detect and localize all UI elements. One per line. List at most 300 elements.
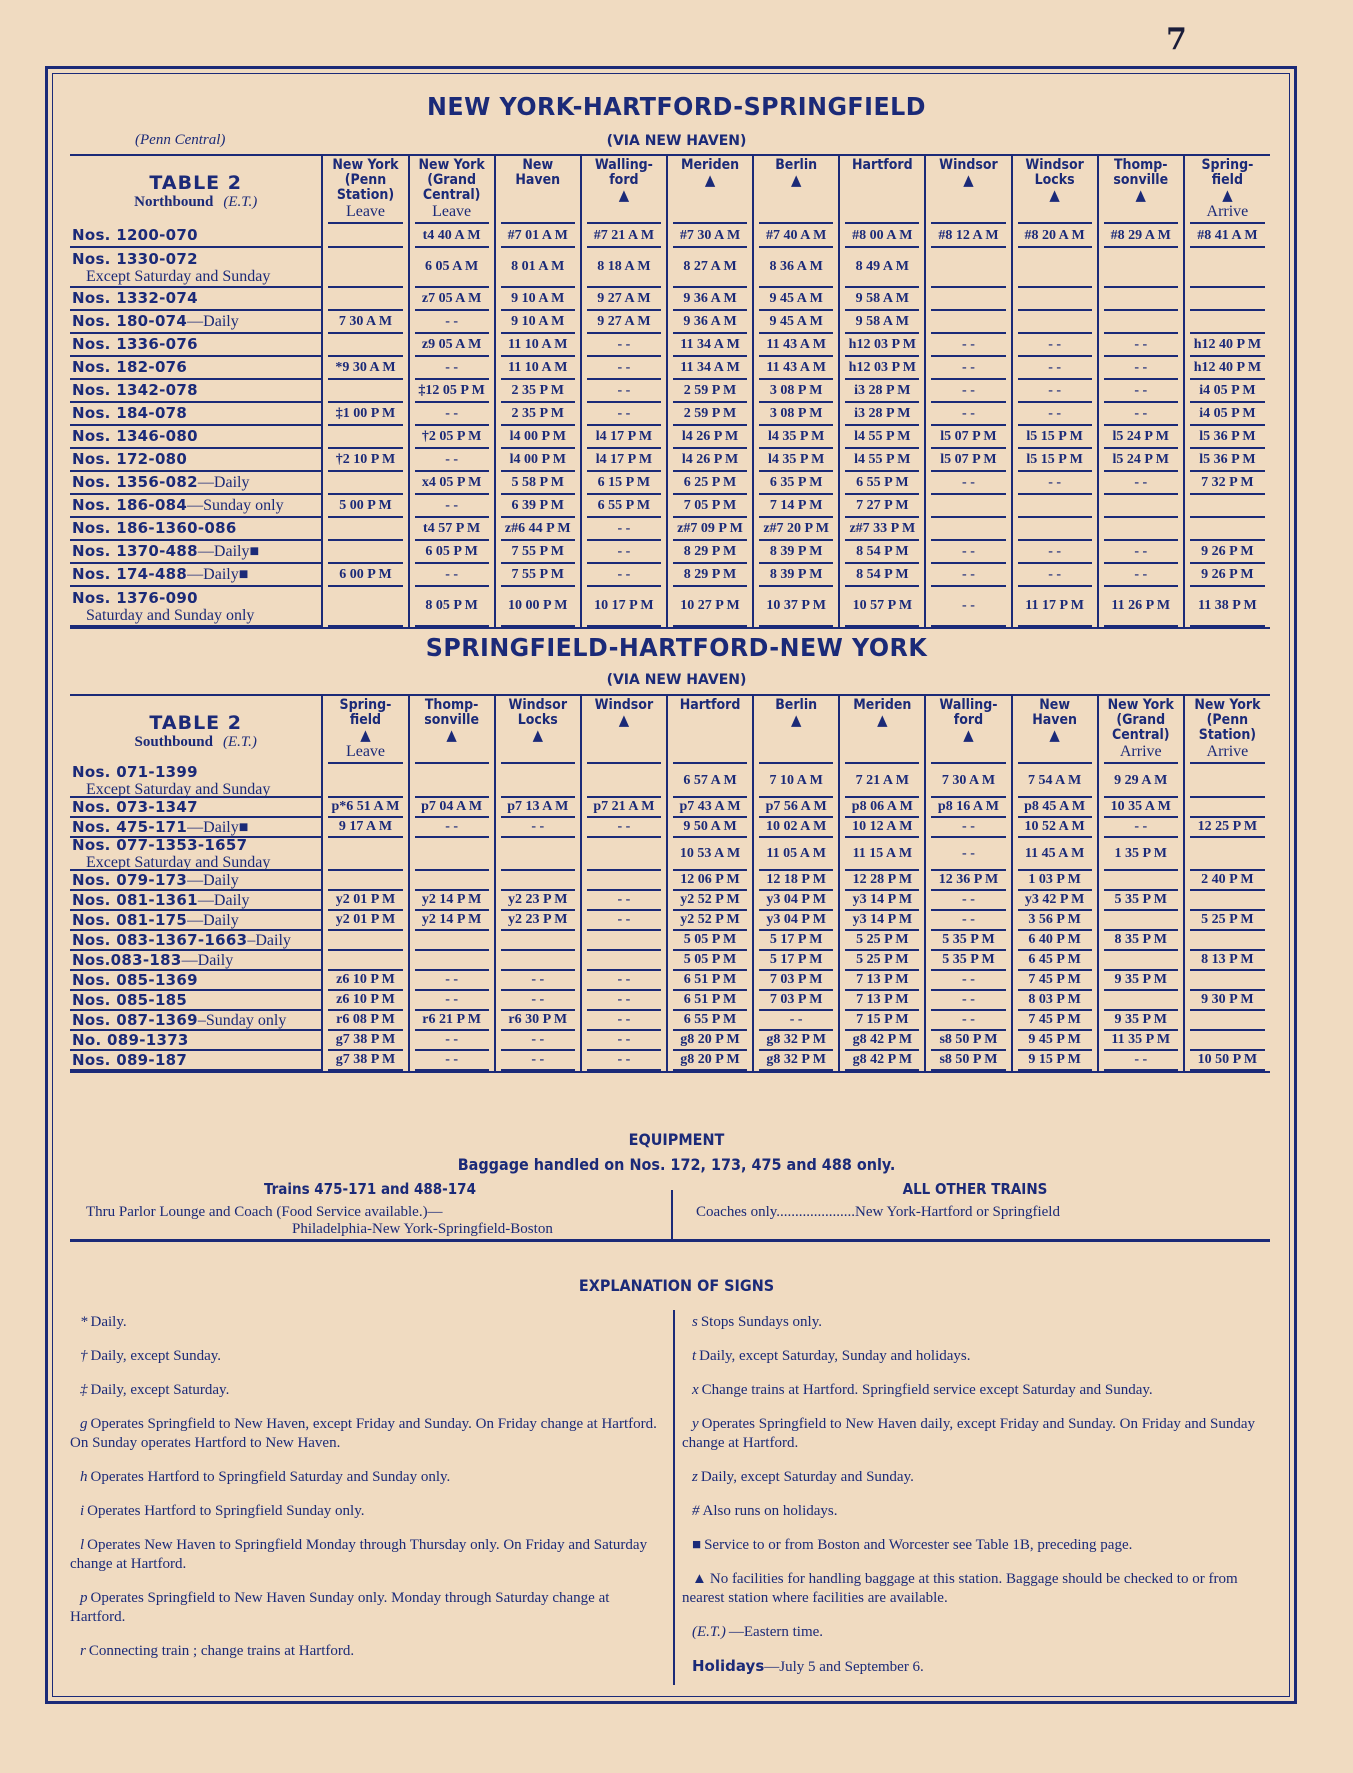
- time-value: 5 35 P M: [1104, 891, 1178, 911]
- time-cell: [1184, 403, 1270, 426]
- station-header-box: [931, 698, 1005, 764]
- train-days: Except Saturday and Sunday: [86, 781, 271, 798]
- time-value: 11 43 A M: [759, 357, 833, 380]
- time-cell: [1098, 225, 1184, 248]
- time-value: [328, 541, 402, 564]
- time-value: 7 55 P M: [501, 564, 575, 587]
- time-cell: [925, 541, 1011, 564]
- time-cell: [1184, 765, 1270, 798]
- time-value: ‡1 00 P M: [328, 403, 402, 426]
- time-cell: [1184, 798, 1270, 818]
- train-label: [70, 1051, 321, 1071]
- time-value: [415, 838, 489, 871]
- time-cell: [495, 951, 581, 971]
- train-label-cell: [70, 1031, 322, 1051]
- train-label-cell: [70, 225, 322, 248]
- time-value: 10 12 A M: [845, 818, 919, 838]
- time-cell: [667, 449, 753, 472]
- time-cell: [925, 472, 1011, 495]
- time-value: - -: [759, 1011, 833, 1031]
- time-cell: [581, 1031, 667, 1051]
- time-value: [328, 871, 402, 891]
- time-cell: [839, 380, 925, 403]
- table-row: [70, 311, 1270, 334]
- time-cell: [495, 248, 581, 288]
- time-cell: [495, 426, 581, 449]
- time-cell: [1012, 495, 1098, 518]
- time-value: - -: [415, 403, 489, 426]
- legend-item: [682, 1468, 1272, 1487]
- time-value: [587, 931, 661, 951]
- no-baggage-triangle-icon: ▲: [704, 171, 716, 189]
- train-number: Nos. 1376-090: [72, 588, 198, 607]
- train-number: Nos. 180-074: [72, 312, 188, 330]
- time-value: [1104, 495, 1178, 518]
- time-value: #7 01 A M: [501, 225, 575, 248]
- train-label: [70, 1011, 321, 1031]
- time-value: g8 32 P M: [759, 1051, 833, 1071]
- train-note: —Daily: [187, 911, 239, 929]
- time-cell: [839, 891, 925, 911]
- time-cell: [753, 334, 839, 357]
- time-cell: [581, 495, 667, 518]
- time-value: 2 59 P M: [673, 403, 747, 426]
- station-header-box: [1104, 698, 1178, 764]
- page-number: 7: [1166, 22, 1187, 57]
- train-label: [70, 518, 321, 541]
- legend-right: [682, 1313, 1272, 1692]
- time-cell: [753, 541, 839, 564]
- time-cell: [409, 311, 495, 334]
- time-value: 5 35 P M: [931, 951, 1005, 971]
- time-value: l4 55 P M: [845, 426, 919, 449]
- train-number-line: [72, 763, 321, 782]
- time-cell: [753, 911, 839, 931]
- legend-text: Stops Sundays only.: [700, 1314, 822, 1330]
- time-value: - -: [931, 541, 1005, 564]
- table-row: [70, 931, 1270, 951]
- northbound-title: NEW YORK-HARTFORD-SPRINGFIELD: [427, 92, 926, 121]
- time-cell: [1184, 380, 1270, 403]
- time-cell: [667, 495, 753, 518]
- time-cell: [1098, 472, 1184, 495]
- time-value: y3 04 P M: [759, 891, 833, 911]
- station-name: Spring- field: [339, 697, 392, 728]
- time-cell: [322, 1051, 408, 1072]
- time-cell: [1012, 838, 1098, 871]
- time-cell: [581, 472, 667, 495]
- time-cell: [581, 951, 667, 971]
- time-value: l5 36 P M: [1190, 449, 1265, 472]
- table-row: [70, 225, 1270, 248]
- table-row: [70, 449, 1270, 472]
- time-cell: [322, 911, 408, 931]
- legend-text: Daily, except Saturday, Sunday and holidays.: [699, 1348, 971, 1364]
- time-value: 1 03 P M: [1018, 871, 1092, 891]
- time-cell: [409, 1051, 495, 1072]
- time-value: 11 17 P M: [1018, 587, 1092, 627]
- time-value: *9 30 A M: [328, 357, 402, 380]
- station-name: Hartford: [679, 697, 741, 713]
- station-header-box: [415, 158, 489, 224]
- time-value: - -: [1018, 357, 1092, 380]
- table-row: [70, 357, 1270, 380]
- train-label-cell: [70, 311, 322, 334]
- table-label-cell: [70, 155, 322, 225]
- table-row: [70, 564, 1270, 587]
- time-cell: [322, 248, 408, 288]
- time-cell: [1098, 1051, 1184, 1072]
- time-cell: [409, 380, 495, 403]
- table-row: [70, 911, 1270, 931]
- train-number: Nos.083-183: [72, 950, 182, 969]
- train-number: Nos. 1370-488: [72, 542, 198, 560]
- time-value: 1 35 P M: [1104, 838, 1178, 871]
- time-cell: [495, 225, 581, 248]
- time-value: - -: [587, 818, 661, 838]
- equipment-right: [680, 1180, 1270, 1221]
- legend-item: [682, 1623, 1272, 1642]
- time-value: 9 58 A M: [845, 311, 919, 334]
- time-cell: [495, 991, 581, 1011]
- time-value: 7 13 P M: [845, 971, 919, 991]
- time-cell: [1184, 248, 1270, 288]
- time-cell: [667, 991, 753, 1011]
- train-number-line: [72, 991, 321, 1010]
- train-note: –Sunday only: [197, 1011, 287, 1029]
- time-value: 5 35 P M: [931, 931, 1005, 951]
- legend-sign: h: [80, 1469, 88, 1485]
- time-value: 6 15 P M: [587, 472, 661, 495]
- station-header-box: [673, 158, 747, 224]
- time-value: y2 14 P M: [415, 911, 489, 931]
- station-name: New York (Grand Central): [418, 157, 485, 203]
- no-baggage-triangle-icon: ▲: [790, 171, 802, 189]
- time-value: 11 10 A M: [501, 357, 575, 380]
- time-value: 8 49 A M: [845, 248, 919, 288]
- time-cell: [753, 971, 839, 991]
- train-label-cell: [70, 380, 322, 403]
- time-value: z#7 20 P M: [759, 518, 833, 541]
- time-cell: [581, 587, 667, 628]
- time-value: 9 27 A M: [587, 311, 661, 334]
- time-cell: [409, 334, 495, 357]
- train-note: —Daily■: [187, 818, 249, 836]
- time-cell: [495, 288, 581, 311]
- time-cell: [322, 891, 408, 911]
- station-header: [667, 695, 753, 765]
- time-value: 9 45 A M: [759, 288, 833, 311]
- train-number: Nos. 085-1369: [72, 970, 198, 989]
- legend-text: Operates Springfield to New Haven, except Friday and Sunday. On Friday change at Hartford. On Sunday operates Hartford to New Haven.: [70, 1416, 657, 1451]
- train-note: —Daily■: [187, 566, 249, 583]
- time-cell: [581, 765, 667, 798]
- train-number: Nos. 186-1360-086: [72, 519, 237, 537]
- time-value: 3 56 P M: [1018, 911, 1092, 931]
- train-label: [70, 495, 321, 518]
- time-cell: [322, 991, 408, 1011]
- station-header-box: [673, 698, 747, 764]
- time-value: - -: [415, 449, 489, 472]
- time-value: l4 17 P M: [587, 449, 661, 472]
- time-value: - -: [931, 1011, 1005, 1031]
- train-number: Nos. 1330-072: [72, 249, 198, 268]
- time-value: h12 40 P M: [1190, 334, 1265, 357]
- train-label-cell: [70, 818, 322, 838]
- time-value: - -: [415, 311, 489, 334]
- time-value: 11 34 A M: [673, 357, 747, 380]
- train-label-cell: [70, 426, 322, 449]
- time-value: t4 40 A M: [415, 225, 489, 248]
- time-value: 8 39 P M: [759, 541, 833, 564]
- time-value: 8 54 P M: [845, 564, 919, 587]
- time-cell: [753, 449, 839, 472]
- time-value: [587, 838, 661, 871]
- direction-label: Northbound: [134, 194, 214, 210]
- station-name: Windsor Locks: [508, 697, 568, 728]
- train-number: Nos. 475-171: [72, 817, 188, 836]
- train-number-line: [72, 427, 321, 446]
- legend-sign: #: [692, 1503, 700, 1519]
- station-name: New Haven: [1032, 697, 1077, 728]
- station-header-box: [587, 698, 661, 764]
- time-value: #8 20 A M: [1018, 225, 1092, 248]
- time-value: [501, 871, 575, 891]
- time-cell: [409, 403, 495, 426]
- time-cell: [667, 248, 753, 288]
- train-number: Nos. 1356-082: [72, 473, 198, 491]
- time-cell: [581, 911, 667, 931]
- time-cell: [1184, 311, 1270, 334]
- time-cell: [753, 891, 839, 911]
- train-label-cell: [70, 357, 322, 380]
- time-value: l5 24 P M: [1104, 449, 1178, 472]
- time-cell: [409, 1011, 495, 1031]
- legend-sign: ■: [692, 1537, 702, 1553]
- time-value: [1190, 495, 1265, 518]
- train-label-cell: [70, 991, 322, 1011]
- table-row: [70, 891, 1270, 911]
- table-row: [70, 380, 1270, 403]
- time-cell: [1098, 971, 1184, 991]
- time-value: - -: [587, 357, 661, 380]
- time-cell: [322, 838, 408, 871]
- time-value: [328, 472, 402, 495]
- time-cell: [409, 765, 495, 798]
- time-cell: [925, 225, 1011, 248]
- time-cell: [925, 798, 1011, 818]
- time-value: 7 45 P M: [1018, 1011, 1092, 1031]
- time-value: i3 28 P M: [845, 380, 919, 403]
- time-cell: [581, 818, 667, 838]
- time-value: 8 36 A M: [759, 248, 833, 288]
- train-number-line: [72, 1051, 321, 1070]
- time-value: 11 34 A M: [673, 334, 747, 357]
- time-value: l4 00 P M: [501, 449, 575, 472]
- time-value: [1104, 248, 1178, 288]
- time-value: [1104, 871, 1178, 891]
- time-value: p7 04 A M: [415, 798, 489, 818]
- legend-sign: (E.T.): [692, 1624, 726, 1640]
- time-value: [328, 931, 402, 951]
- time-cell: [322, 564, 408, 587]
- time-value: 10 53 A M: [673, 838, 747, 871]
- northbound-via: (VIA NEW HAVEN): [606, 133, 747, 149]
- time-cell: [495, 1031, 581, 1051]
- time-cell: [322, 288, 408, 311]
- time-value: - -: [415, 357, 489, 380]
- train-number: No. 089-1373: [72, 1030, 189, 1049]
- train-number-line: [72, 289, 321, 308]
- time-value: z#6 44 P M: [501, 518, 575, 541]
- time-cell: [1184, 1051, 1270, 1072]
- station-header: [925, 155, 1011, 225]
- time-value: - -: [931, 380, 1005, 403]
- time-cell: [925, 838, 1011, 871]
- time-value: - -: [931, 587, 1005, 627]
- time-value: [1190, 311, 1265, 334]
- train-number: Nos. 1200-070: [72, 226, 198, 244]
- legend-text: Daily, except Saturday.: [90, 1382, 230, 1398]
- train-label-cell: [70, 931, 322, 951]
- time-cell: [753, 248, 839, 288]
- legend-sign: z: [692, 1469, 698, 1485]
- station-name: New Haven: [515, 157, 561, 188]
- equipment-left-line1: Thru Parlor Lounge and Coach (Food Service available.)—: [86, 1204, 443, 1220]
- time-value: z#7 09 P M: [673, 518, 747, 541]
- time-value: g8 20 P M: [673, 1031, 747, 1051]
- station-header: [581, 695, 667, 765]
- legend-item: [70, 1502, 665, 1521]
- time-value: l5 24 P M: [1104, 426, 1178, 449]
- time-value: 7 30 A M: [328, 311, 402, 334]
- time-cell: [581, 288, 667, 311]
- time-value: 5 00 P M: [328, 495, 402, 518]
- time-cell: [925, 1031, 1011, 1051]
- time-value: 2 40 P M: [1190, 871, 1265, 891]
- train-label: [70, 288, 321, 311]
- station-header: [667, 155, 753, 225]
- time-value: 6 25 P M: [673, 472, 747, 495]
- time-cell: [322, 1011, 408, 1031]
- time-cell: [1098, 871, 1184, 891]
- time-cell: [495, 472, 581, 495]
- train-note: —Daily: [187, 313, 239, 330]
- train-number: Nos. 1342-078: [72, 381, 198, 399]
- time-value: - -: [1018, 380, 1092, 403]
- time-cell: [839, 541, 925, 564]
- time-cell: [1098, 838, 1184, 871]
- train-label: [70, 911, 321, 931]
- time-value: 9 58 A M: [845, 288, 919, 311]
- time-value: - -: [1018, 334, 1092, 357]
- time-value: 6 51 P M: [673, 991, 747, 1011]
- time-value: - -: [587, 1051, 661, 1071]
- train-label: [70, 798, 321, 818]
- time-value: 5 25 P M: [1190, 911, 1265, 931]
- legend-item: [682, 1347, 1272, 1366]
- time-value: - -: [587, 334, 661, 357]
- train-number-line: [72, 1011, 321, 1030]
- train-label-cell: [70, 951, 322, 971]
- train-number-line: [72, 565, 321, 584]
- time-value: 7 03 P M: [759, 991, 833, 1011]
- time-cell: [322, 871, 408, 891]
- time-cell: [667, 518, 753, 541]
- time-cell: [1098, 911, 1184, 931]
- time-value: 6 55 P M: [673, 1011, 747, 1031]
- time-value: 12 06 P M: [673, 871, 747, 891]
- table-row: [70, 518, 1270, 541]
- legend-item: [682, 1313, 1272, 1332]
- time-cell: [1012, 871, 1098, 891]
- time-value: [1018, 518, 1092, 541]
- time-cell: [1098, 357, 1184, 380]
- station-header: [1012, 695, 1098, 765]
- time-cell: [839, 403, 925, 426]
- time-value: - -: [931, 564, 1005, 587]
- time-value: - -: [587, 380, 661, 403]
- time-cell: [1012, 248, 1098, 288]
- equipment-right-line: Coaches only.....................New York-Hartford or Springfield: [696, 1204, 1060, 1220]
- train-label: [70, 891, 321, 911]
- station-header: [409, 155, 495, 225]
- train-number-line: [72, 519, 321, 538]
- station-header-box: [1190, 158, 1265, 224]
- station-name: New York (Grand Central): [1107, 697, 1174, 743]
- time-cell: [1184, 426, 1270, 449]
- time-cell: [925, 518, 1011, 541]
- time-cell: [925, 991, 1011, 1011]
- legend-sign: *: [80, 1314, 88, 1330]
- time-value: [328, 587, 402, 627]
- time-value: i4 05 P M: [1190, 403, 1265, 426]
- station-header: [495, 155, 581, 225]
- time-cell: [409, 931, 495, 951]
- time-value: 11 35 P M: [1104, 1031, 1178, 1051]
- time-value: [328, 951, 402, 971]
- train-number-line: [72, 871, 321, 890]
- station-header: [753, 155, 839, 225]
- time-cell: [667, 564, 753, 587]
- table-row: [70, 838, 1270, 871]
- legend-sign: ▲: [692, 1571, 707, 1587]
- time-cell: [495, 765, 581, 798]
- legend-item: [682, 1570, 1272, 1608]
- time-cell: [1184, 838, 1270, 871]
- legend-sign: g: [80, 1416, 88, 1432]
- time-cell: [839, 765, 925, 798]
- time-cell: [495, 1011, 581, 1031]
- time-value: 12 36 P M: [931, 871, 1005, 891]
- time-value: 5 58 P M: [501, 472, 575, 495]
- time-cell: [409, 951, 495, 971]
- time-value: g8 42 P M: [845, 1031, 919, 1051]
- time-cell: [925, 357, 1011, 380]
- train-label-cell: [70, 838, 322, 871]
- time-cell: [581, 225, 667, 248]
- time-value: [328, 380, 402, 403]
- time-cell: [581, 449, 667, 472]
- train-label: [70, 871, 321, 891]
- time-cell: [925, 403, 1011, 426]
- time-value: - -: [931, 334, 1005, 357]
- time-cell: [839, 1051, 925, 1072]
- station-name: Windsor: [594, 697, 654, 713]
- time-value: y2 52 P M: [673, 891, 747, 911]
- no-baggage-triangle-icon: ▲: [1049, 726, 1060, 744]
- time-cell: [925, 971, 1011, 991]
